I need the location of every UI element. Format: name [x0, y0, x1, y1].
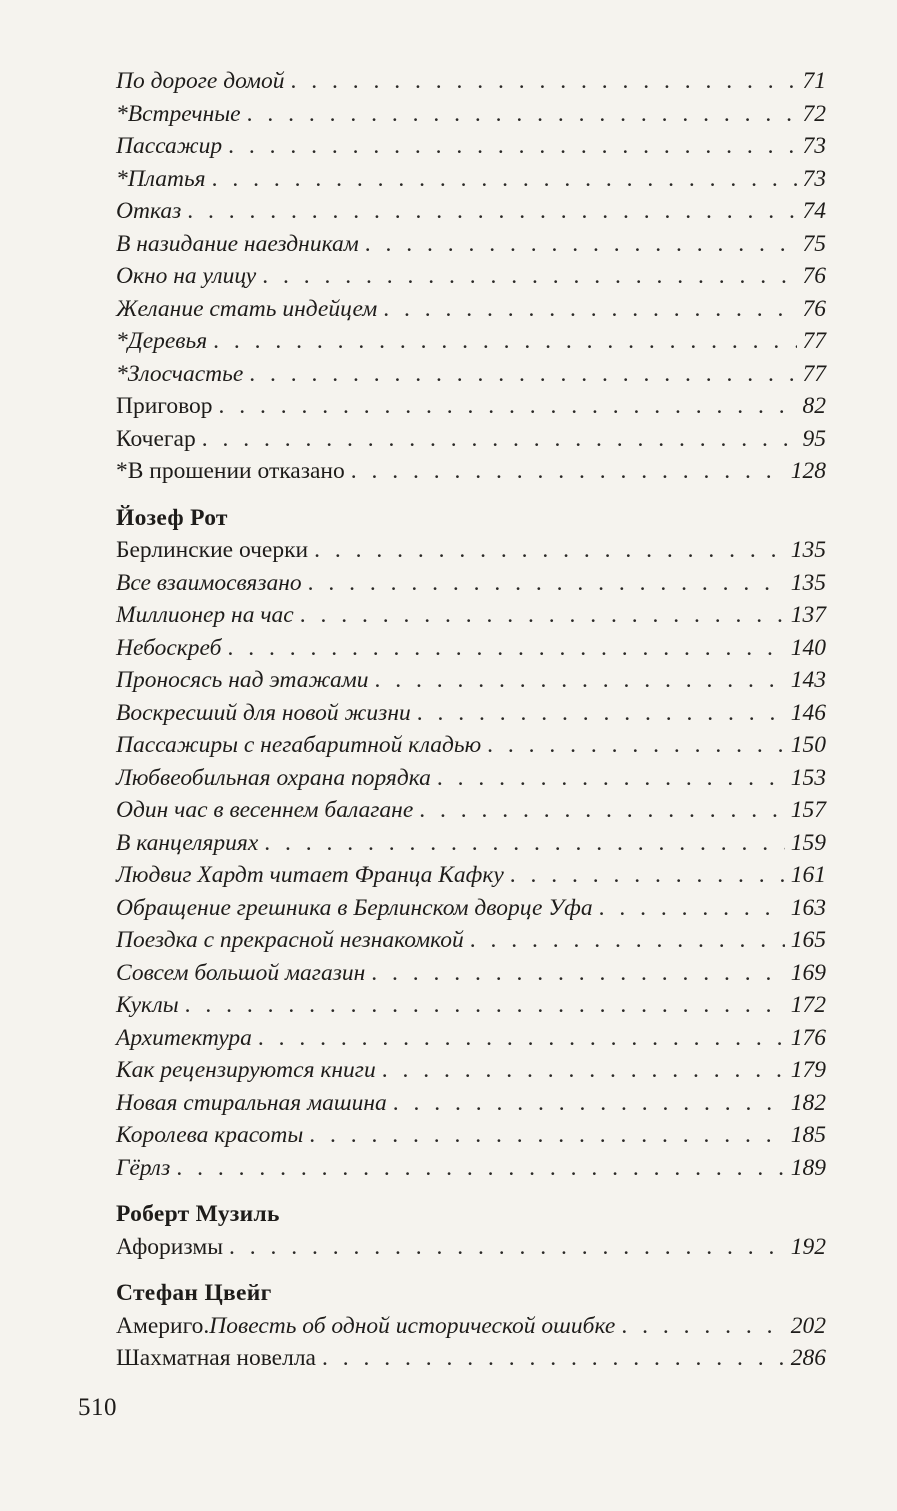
entry-subtitle: Повесть об одной исторической ошибке [209, 1312, 616, 1339]
dot-leader [228, 130, 796, 163]
entry-page-number: 165 [790, 927, 826, 953]
entry-title: Миллионер на час [116, 602, 294, 628]
entry-page-number: 163 [790, 894, 826, 921]
toc-entry[interactable] [116, 924, 826, 957]
toc-entry[interactable] [116, 664, 826, 697]
dot-leader [219, 390, 797, 423]
toc-entry[interactable] [116, 1119, 826, 1152]
dot-leader [371, 957, 784, 990]
entry-page-number: 135 [790, 537, 826, 563]
entry-page-number: 161 [790, 862, 826, 888]
entry-page-number: 73 [802, 133, 826, 159]
entry-page-number: 189 [790, 1154, 826, 1181]
entry-title: Небоскреб [116, 634, 222, 661]
entry-title: Пассажир [116, 133, 223, 159]
dot-leader [213, 325, 796, 358]
entry-page-number: 143 [790, 667, 826, 693]
entry-title: Гёрлз [116, 1154, 171, 1181]
entry-title: Желание стать индейцем [116, 295, 378, 322]
entry-page-number: 172 [790, 992, 826, 1018]
entry-page-number: 74 [802, 198, 826, 224]
entry-page-number: 146 [790, 699, 826, 726]
entry-title: Проносясь над этажами [116, 667, 369, 693]
toc-entry[interactable] [116, 729, 826, 762]
dot-leader [185, 989, 785, 1022]
dot-leader [202, 423, 797, 456]
entry-title: Как рецензируются книги [116, 1057, 376, 1083]
entry-title: *Деревья [116, 328, 208, 354]
dot-leader [417, 697, 785, 730]
toc-entry[interactable] [116, 163, 826, 196]
entry-page-number: 73 [802, 165, 826, 192]
toc-section [116, 502, 826, 1185]
toc-entry[interactable] [116, 859, 826, 892]
toc-entry[interactable] [116, 293, 826, 326]
dot-leader [510, 859, 785, 892]
entry-page-number: 192 [790, 1233, 826, 1260]
entry-title: Шахматная новелла [116, 1345, 316, 1371]
toc-entry[interactable] [116, 1054, 826, 1087]
entry-page-number: 169 [790, 959, 826, 986]
toc-entry[interactable] [116, 1342, 826, 1375]
entry-title: *В прошении отказано [116, 458, 345, 484]
page-number: 510 [78, 1394, 117, 1421]
dot-leader [258, 1022, 785, 1055]
entry-page-number: 75 [802, 230, 826, 257]
entry-page-number: 176 [790, 1024, 826, 1051]
toc-entry[interactable] [116, 423, 826, 456]
dot-leader [300, 599, 785, 632]
dot-leader [487, 729, 785, 762]
toc-entry[interactable] [116, 1231, 826, 1264]
entry-page-number: 71 [802, 68, 826, 94]
entry-title: Один час в весеннем балагане [116, 797, 414, 823]
toc-entry[interactable] [116, 325, 826, 358]
entry-title: Королева красоты [116, 1122, 304, 1148]
entry-title: Совсем большой магазин [116, 959, 366, 986]
entry-page-number: 76 [802, 295, 826, 322]
toc-entry[interactable] [116, 130, 826, 163]
toc-entry[interactable] [116, 1022, 826, 1055]
toc-entry[interactable] [116, 455, 826, 488]
entry-page-number: 179 [790, 1057, 826, 1083]
toc-entry[interactable] [116, 98, 826, 131]
entry-page-number: 72 [802, 100, 826, 127]
toc-entry[interactable] [116, 697, 826, 730]
entry-title: По дороге домой [116, 68, 285, 94]
entry-title: Берлинские очерки [116, 537, 309, 563]
entry-title: Воскресший для новой жизни [116, 699, 411, 726]
toc-entry[interactable] [116, 195, 826, 228]
entry-page-number: 286 [790, 1345, 826, 1371]
entry-page-number: 137 [790, 602, 826, 628]
dot-leader [437, 762, 785, 795]
entry-title: В назидание наездникам [116, 230, 359, 257]
toc-entry[interactable] [116, 957, 826, 990]
toc-section [116, 1277, 826, 1375]
entry-page-number: 153 [790, 764, 826, 791]
toc-section [116, 1198, 826, 1263]
toc-entry[interactable] [116, 1152, 826, 1185]
dot-leader [383, 293, 796, 326]
dot-leader [308, 567, 785, 600]
dot-leader [262, 260, 796, 293]
entry-title: В канцеляриях [116, 829, 259, 856]
entry-title: Архитектура [116, 1024, 252, 1051]
entry-title: Поездка с прекрасной незнакомкой [116, 927, 464, 953]
dot-leader [264, 827, 784, 860]
entry-title: Куклы [116, 992, 179, 1018]
dot-leader [227, 632, 784, 665]
dot-leader [351, 455, 785, 488]
entry-page-number: 77 [802, 360, 826, 387]
dot-leader [393, 1087, 785, 1120]
dot-leader [212, 163, 797, 196]
toc-entry[interactable] [116, 794, 826, 827]
toc-entry[interactable] [116, 989, 826, 1022]
dot-leader [599, 892, 785, 925]
toc-entry[interactable] [116, 1310, 826, 1343]
entry-title: Отказ [116, 198, 182, 224]
entry-title: *Встречные [116, 100, 241, 127]
toc-entry[interactable] [116, 65, 826, 98]
entry-page-number: 95 [802, 425, 826, 452]
entry-page-number: 159 [790, 829, 826, 856]
entry-title: Пассажиры с негабаритной кладью [116, 732, 482, 758]
table-of-contents [116, 65, 826, 1375]
dot-leader [314, 534, 785, 567]
dot-leader [247, 98, 797, 131]
entry-title: Новая стиральная машина [116, 1089, 387, 1116]
entry-title: Людвиг Хардт читает Франца Кафку [116, 862, 504, 888]
toc-entry[interactable] [116, 260, 826, 293]
entry-page-number: 157 [790, 797, 826, 823]
entry-page-number: 76 [802, 263, 826, 289]
dot-leader [249, 358, 796, 391]
toc-section [116, 65, 826, 488]
entry-page-number: 182 [790, 1089, 826, 1116]
dot-leader [375, 664, 785, 697]
dot-leader [382, 1054, 785, 1087]
toc-entry[interactable] [116, 534, 826, 567]
dot-leader [365, 228, 797, 261]
dot-leader [187, 195, 796, 228]
toc-entry[interactable] [116, 827, 826, 860]
toc-entry[interactable] [116, 1087, 826, 1120]
entry-title: Любвеобильная охрана порядка [116, 764, 431, 791]
toc-entry[interactable] [116, 567, 826, 600]
entry-title: Обращение грешника в Берлинском дворце Уфа [116, 894, 593, 921]
toc-entry[interactable] [116, 599, 826, 632]
entry-page-number: 128 [790, 458, 826, 484]
entry-title: *Злосчастье [116, 360, 244, 387]
entry-page-number: 202 [790, 1312, 826, 1339]
toc-entry[interactable] [116, 632, 826, 665]
dot-leader [621, 1310, 784, 1343]
entry-page-number: 77 [802, 328, 826, 354]
dot-leader [419, 794, 785, 827]
entry-title: Афоризмы [116, 1233, 223, 1260]
entry-title: Приговор [116, 393, 213, 419]
toc-entry[interactable] [116, 762, 826, 795]
toc-entry[interactable] [116, 228, 826, 261]
entry-title: Америго. [116, 1312, 210, 1339]
entry-page-number: 150 [790, 732, 826, 758]
author-heading: Роберт Музиль [116, 1201, 280, 1227]
toc-entry[interactable] [116, 358, 826, 391]
dot-leader [176, 1152, 784, 1185]
entry-page-number: 140 [790, 634, 826, 661]
dot-leader [229, 1231, 785, 1264]
dot-leader [322, 1342, 785, 1375]
entry-page-number: 135 [790, 569, 826, 596]
entry-page-number: 82 [802, 393, 826, 419]
dot-leader [470, 924, 785, 957]
toc-entry[interactable] [116, 892, 826, 925]
dot-leader [290, 65, 796, 98]
dot-leader [309, 1119, 784, 1152]
entry-title: *Платья [116, 165, 206, 192]
entry-page-number: 185 [790, 1122, 826, 1148]
entry-title: Окно на улицу [116, 263, 257, 289]
entry-title: Все взаимосвязано [116, 569, 302, 596]
author-heading: Стефан Цвейг [116, 1280, 272, 1306]
toc-entry[interactable] [116, 390, 826, 423]
author-heading: Йозеф Рот [116, 504, 228, 531]
entry-title: Кочегар [116, 425, 196, 452]
